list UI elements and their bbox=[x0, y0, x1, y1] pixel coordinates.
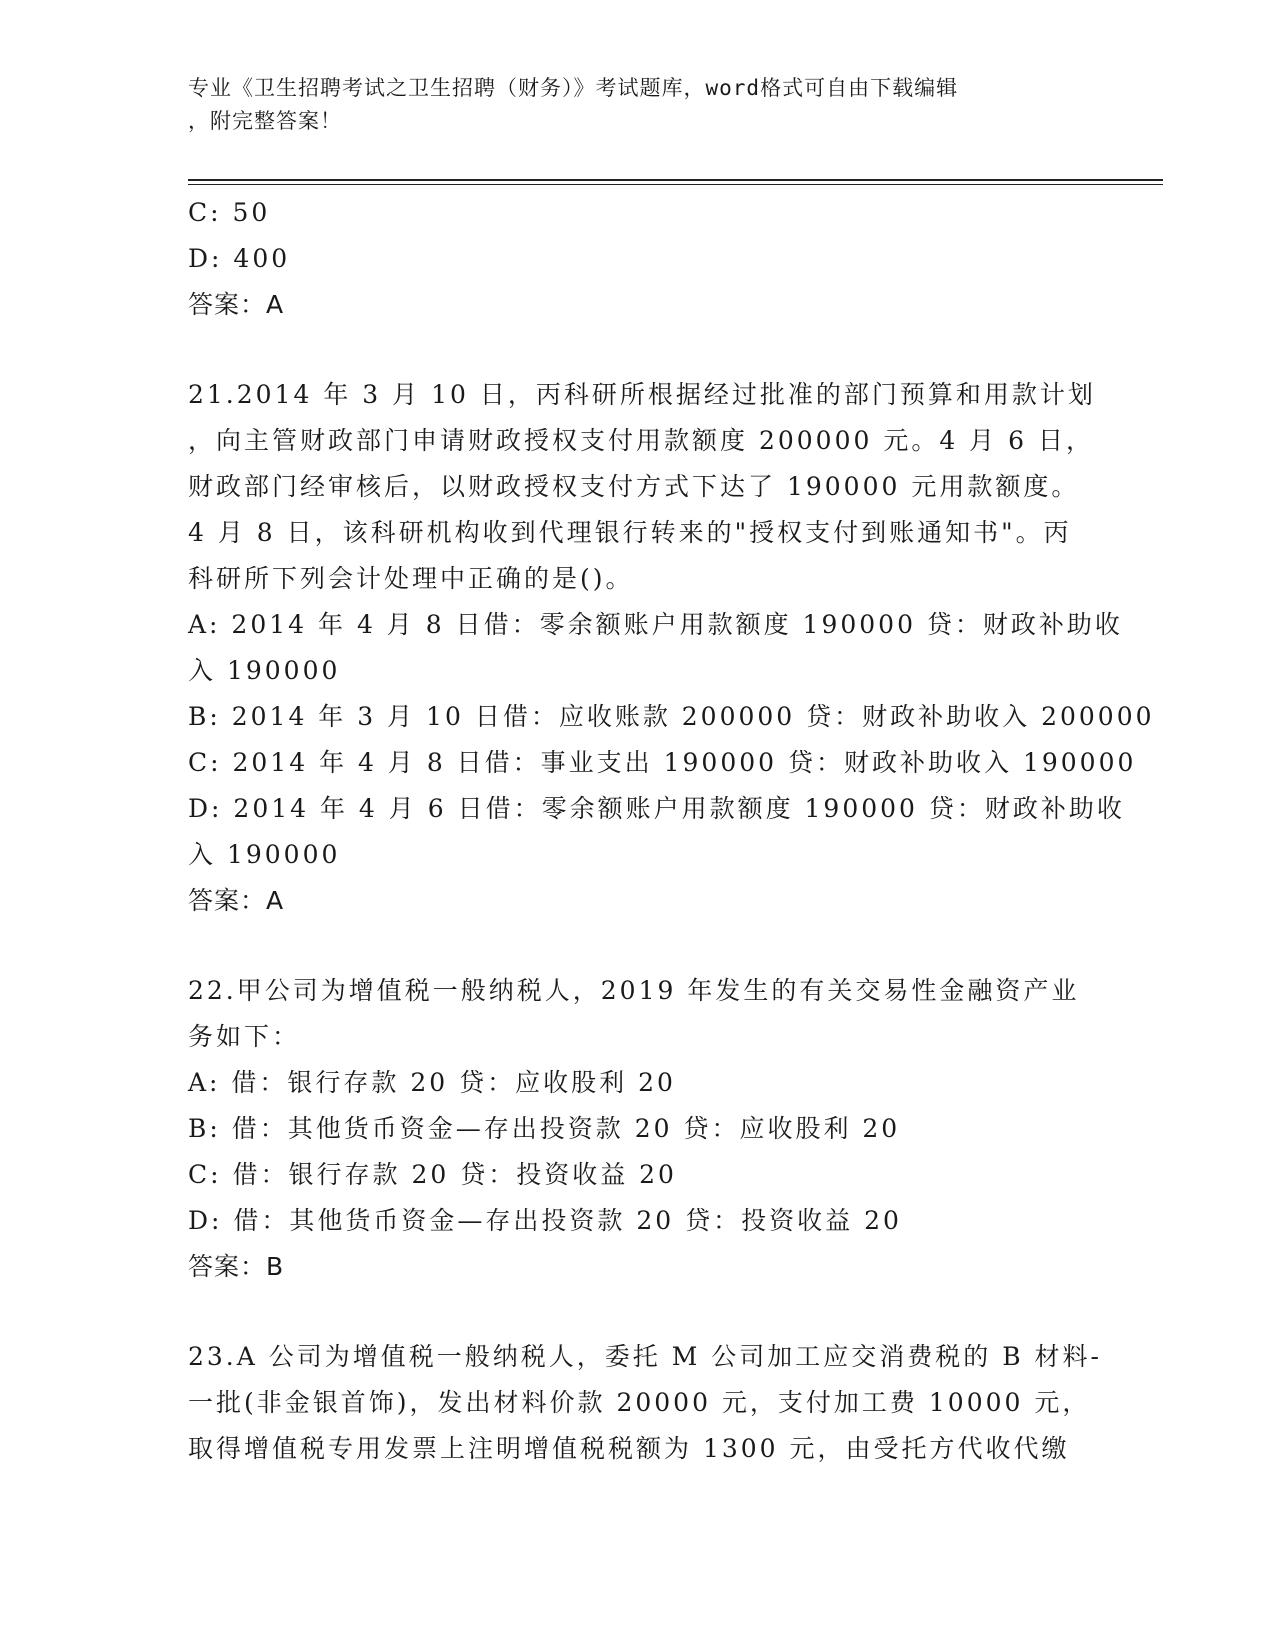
question-text-line: 23.A 公司为增值税一般纳税人，委托 M 公司加工应交消费税的 B 材料- bbox=[188, 1342, 1102, 1371]
question-text-line: ，向主管财政部门申请财政授权支付用款额度 200000 元。4 月 6 日， bbox=[188, 426, 1094, 455]
option-line: A: 2014 年 4 月 8 日借：零余额账户用款额度 190000 贷：财政补助收 bbox=[188, 610, 1123, 639]
header-divider bbox=[188, 179, 1163, 181]
header-line-1: 专业《卫生招聘考试之卫生招聘（财务）》考试题库，word格式可自由下载编辑 bbox=[188, 76, 959, 100]
question-text-line: 22.甲公司为增值税一般纳税人，2019 年发生的有关交易性金融资产业 bbox=[188, 976, 1080, 1005]
document-header bbox=[188, 72, 1088, 138]
option-line: 入 190000 bbox=[188, 840, 341, 869]
question-21 bbox=[188, 372, 1155, 924]
question-text-line: 务如下： bbox=[188, 1022, 301, 1051]
option-line: B: 借：其他货币资金—存出投资款 20 贷：应收股利 20 bbox=[188, 1114, 901, 1143]
question-22 bbox=[188, 968, 1088, 1290]
option-line: D: 借：其他货币资金—存出投资款 20 贷：投资收益 20 bbox=[188, 1206, 902, 1235]
question-text-line: 一批(非金银首饰)，发出材料价款 20000 元，支付加工费 10000 元， bbox=[188, 1388, 1091, 1417]
header-line-2: ，附完整答案！ bbox=[188, 109, 342, 133]
question-text-line: 4 月 8 日，该科研机构收到代理银行转来的"授权支付到账通知书"。丙 bbox=[188, 518, 1072, 547]
question-text-line: 取得增值税专用发票上注明增值税税额为 1300 元，由受托方代收代缴 bbox=[188, 1434, 1070, 1463]
question-text-line: 科研所下列会计处理中正确的是()。 bbox=[188, 564, 634, 593]
answer: 答案：A bbox=[188, 886, 285, 915]
answer: 答案：A bbox=[188, 290, 285, 319]
option-line: A: 借：银行存款 20 贷：应收股利 20 bbox=[188, 1068, 676, 1097]
header-divider-thin bbox=[188, 184, 1163, 185]
document-body bbox=[188, 190, 1155, 1472]
question-text-line: 财政部门经审核后，以财政授权支付方式下达了 190000 元用款额度。 bbox=[188, 472, 1080, 501]
option-line: 入 190000 bbox=[188, 656, 341, 685]
option-line: C: 借：银行存款 20 贷：投资收益 20 bbox=[188, 1160, 677, 1189]
option-line: D: 2014 年 4 月 6 日借：零余额账户用款额度 190000 贷：财政补助收 bbox=[188, 794, 1125, 823]
answer: 答案：B bbox=[188, 1252, 285, 1281]
question-text-line: 21.2014 年 3 月 10 日，丙科研所根据经过批准的部门预算和用款计划 bbox=[188, 380, 1096, 409]
option-line: C: 2014 年 4 月 8 日借：事业支出 190000 贷：财政补助收入 190000 bbox=[188, 748, 1137, 777]
option-line: B: 2014 年 3 月 10 日借：应收账款 200000 贷：财政补助收入 200000 bbox=[188, 702, 1155, 731]
option-c: C: 50 bbox=[188, 198, 271, 227]
question-23 bbox=[188, 1334, 1102, 1472]
option-d: D: 400 bbox=[188, 244, 291, 273]
